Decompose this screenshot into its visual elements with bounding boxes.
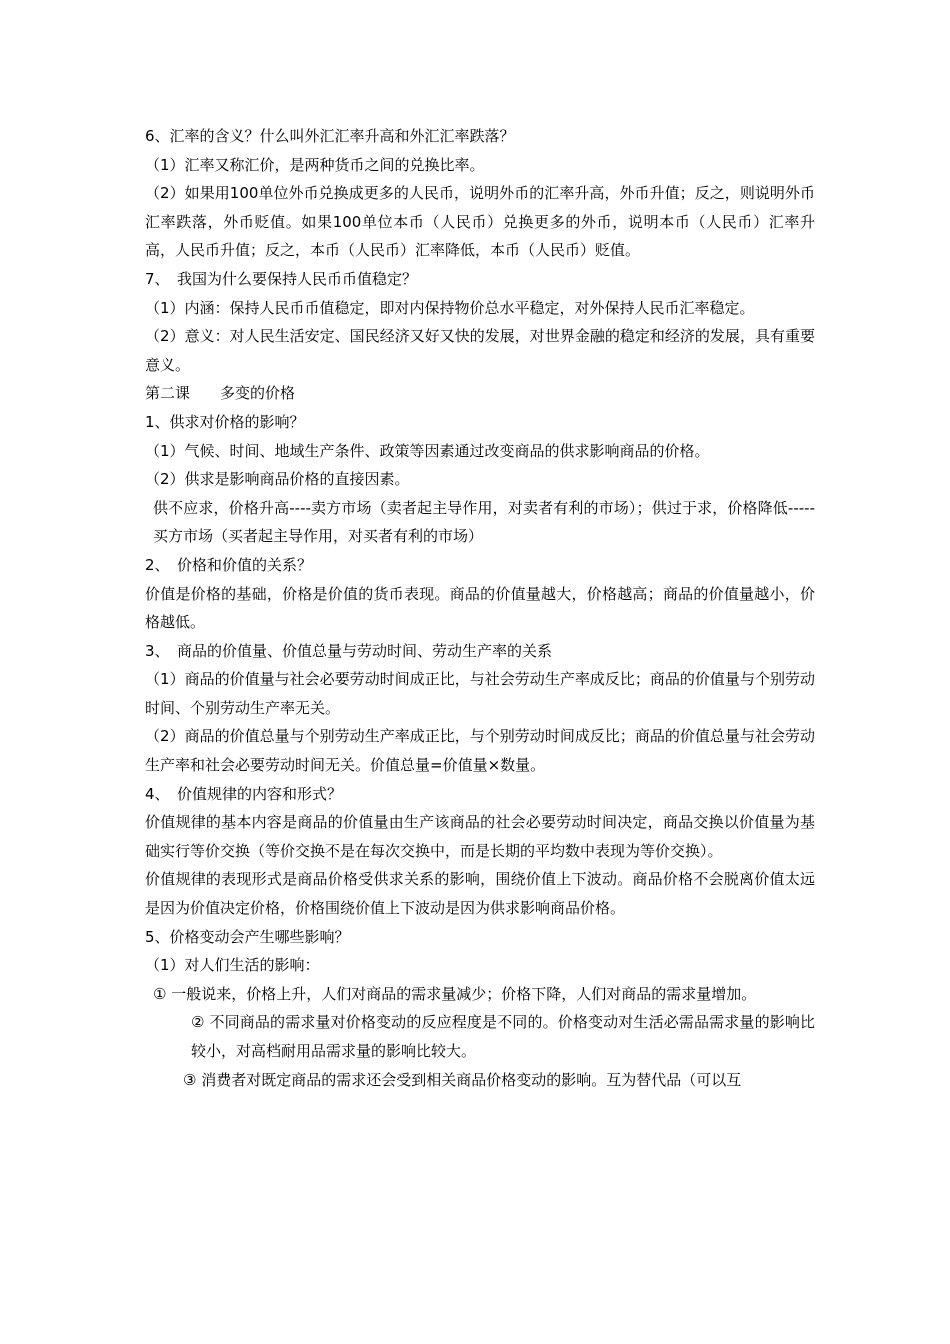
paragraph: （1）内涵：保持人民币币值稳定，即对内保持物价总水平稳定，对外保持人民币汇率稳定。 <box>145 298 755 317</box>
paragraph: 价值规律的基本内容是商品的价值量由生产该商品的社会必要劳动时间决定，商品交换以价值量为基础实行等价交换（等价交换不是在每次交换中，而是长期的平均数中表现为等价交换）。 <box>145 813 815 860</box>
question-1-heading: 1、供求对价格的影响？ <box>145 412 305 431</box>
question-5-heading: 5、价格变动会产生哪些影响？ <box>145 927 350 946</box>
list-item: ③ 消费者对既定商品的需求还会受到相关商品价格变动的影响。互为替代品（可以互 <box>183 1070 742 1089</box>
document-body <box>145 122 815 1094</box>
question-7-heading: 7、 我国为什么要保持人民币币值稳定？ <box>145 269 418 288</box>
paragraph: （2）供求是影响商品价格的直接因素。 <box>145 470 410 489</box>
question-6-heading: 6、汇率的含义？什么叫外汇汇率升高和外汇汇率跌落？ <box>145 127 515 145</box>
question-4-heading: 4、 价值规律的内容和形式？ <box>145 784 343 803</box>
list-item: ② 不同商品的需求量对价格变动的反应程度是不同的。价格变动对生活必需品需求量的影响比较小，对高档耐用品需求量的影响比较大。 <box>191 1013 815 1060</box>
list-item: ① 一般说来，价格上升，人们对商品的需求量减少；价格下降，人们对商品的需求量增加。 <box>153 984 757 1003</box>
paragraph: （1）商品的价值量与社会必要劳动时间成正比，与社会劳动生产率成反比；商品的价值量与个别劳动时间、个别劳动生产率无关。 <box>145 670 815 717</box>
paragraph: （2）商品的价值总量与个别劳动生产率成正比，与个别劳动时间成反比；商品的价值总量与社会劳动生产率和社会必要劳动时间无关。价值总量=价值量×数量。 <box>145 727 815 775</box>
lesson-heading: 第二课 多变的价格 <box>145 384 296 403</box>
paragraph: （2）如果用100单位外币兑换成更多的人民币，说明外币的汇率升高，外币升值；反之，则说明外币汇率跌落，外币贬值。如果100单位本币（人民币）兑换更多的外币，说明本币（人民币）汇率升高，人民币升值；反之，本币（人民币）汇率降低，本币（人民币）贬值。 <box>145 184 815 260</box>
paragraph: （1）对人们生活的影响： <box>145 956 320 975</box>
question-2-heading: 2、 价格和价值的关系？ <box>145 555 313 574</box>
question-3-heading: 3、 商品的价值量、价值总量与劳动时间、劳动生产率的关系 <box>145 641 553 660</box>
paragraph: （2）意义：对人民生活安定、国民经济又好又快的发展，对世界金融的稳定和经济的发展，具有重要意义。 <box>145 327 815 374</box>
paragraph: 供不应求，价格升高----卖方市场（卖者起主导作用，对卖者有利的市场）；供过于求，价格降低-----买方市场（买者起主导作用，对买者有利的市场） <box>153 498 815 546</box>
paragraph: （1）气候、时间、地域生产条件、政策等因素通过改变商品的供求影响商品的价格。 <box>145 441 710 460</box>
paragraph: 价值规律的表现形式是商品价格受供求关系的影响，围绕价值上下波动。商品价格不会脱离价值太远是因为价值决定价格，价格围绕价值上下波动是因为供求影响商品价格。 <box>145 870 815 918</box>
paragraph: （1）汇率又称汇价，是两种货币之间的兑换比率。 <box>145 155 485 174</box>
paragraph: 价值是价格的基础，价格是价值的货币表现。商品的价值量越大，价格越高；商品的价值量越小，价格越低。 <box>145 584 815 632</box>
